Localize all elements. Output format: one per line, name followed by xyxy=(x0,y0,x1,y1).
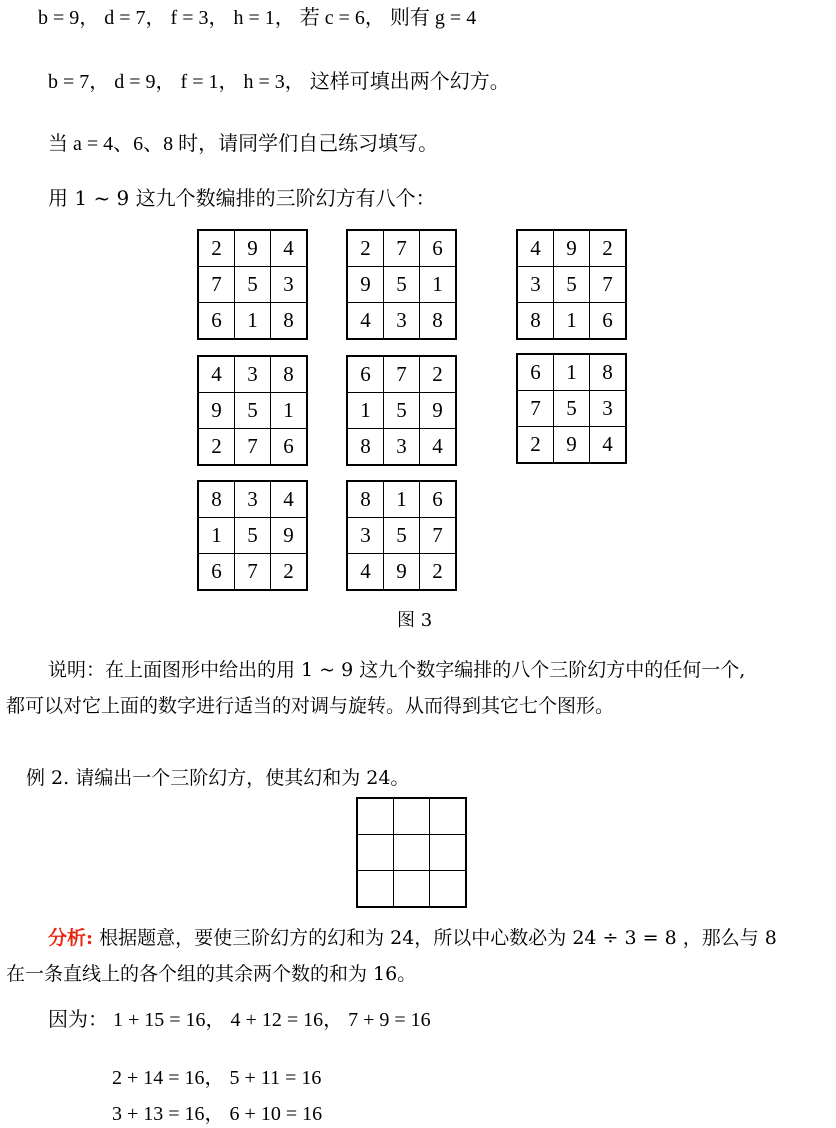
explanation-line-2: 都可以对它上面的数字进行适当的对调与旋转。从而得到其它七个图形。 xyxy=(6,695,615,717)
magic-square-2 xyxy=(346,229,457,340)
text-line-1: b = 9， d = 7， f = 3， h = 1， 若 c = 6， 则有 g = 4 xyxy=(38,7,477,29)
magic-square-3 xyxy=(516,229,627,340)
cell: 8 xyxy=(517,303,554,340)
cell: 2 xyxy=(420,356,457,393)
cell: 6 xyxy=(198,303,235,340)
cell: 2 xyxy=(198,429,235,466)
text-line-2: b = 7， d = 9， f = 1， h = 3， 这样可填出两个幻方。 xyxy=(48,71,510,93)
cell: 7 xyxy=(420,518,457,554)
cell: 8 xyxy=(590,354,627,391)
text-line-3: 当 a = 4、6、8 时，请同学们自己练习填写。 xyxy=(48,133,439,155)
cell: 6 xyxy=(198,554,235,591)
cell: 5 xyxy=(235,267,271,303)
cell: 2 xyxy=(198,230,235,267)
equation-row-1 xyxy=(48,1006,431,1034)
cell: 6 xyxy=(420,230,457,267)
cell: 1 xyxy=(384,481,420,518)
cell: 4 xyxy=(347,303,384,340)
cell: 1 xyxy=(271,393,308,429)
cell: 7 xyxy=(384,230,420,267)
magic-square-4 xyxy=(197,355,308,466)
cell: 3 xyxy=(517,267,554,303)
cell: 5 xyxy=(554,391,590,427)
magic-square-1 xyxy=(197,229,308,340)
text-line-4: 用 1 ~ 9 这九个数编排的三阶幻方有八个： xyxy=(48,186,436,210)
empty-cell xyxy=(357,871,394,908)
analysis-label: 分析: xyxy=(48,927,94,949)
cell: 1 xyxy=(347,393,384,429)
cell: 3 xyxy=(384,429,420,466)
cell: 8 xyxy=(420,303,457,340)
cell: 9 xyxy=(271,518,308,554)
cell: 9 xyxy=(347,267,384,303)
analysis-line-1 xyxy=(48,924,777,952)
cell: 5 xyxy=(554,267,590,303)
cell: 4 xyxy=(420,429,457,466)
cell: 8 xyxy=(198,481,235,518)
magic-square-7 xyxy=(197,480,308,591)
cell: 2 xyxy=(347,230,384,267)
empty-cell xyxy=(430,798,467,835)
example-heading: 例 2. 请编出一个三阶幻方，使其幻和为 24。 xyxy=(26,767,410,789)
cell: 4 xyxy=(517,230,554,267)
cell: 6 xyxy=(517,354,554,391)
cell: 9 xyxy=(198,393,235,429)
analysis-line-2: 在一条直线上的各个组的其余两个数的和为 16。 xyxy=(6,963,417,985)
cell: 8 xyxy=(347,429,384,466)
cell: 3 xyxy=(235,356,271,393)
cell: 7 xyxy=(590,267,627,303)
cell: 4 xyxy=(198,356,235,393)
magic-square-8 xyxy=(346,480,457,591)
equation-row-2: 2 + 14 = 16， 5 + 11 = 16 xyxy=(112,1067,322,1089)
empty-cell xyxy=(430,835,467,871)
cell: 4 xyxy=(271,230,308,267)
analysis-text-1: 根据题意，要使三阶幻方的幻和为 24，所以中心数必为 24 ÷ 3 = 8 ，那么与 8 xyxy=(99,927,777,949)
cell: 5 xyxy=(235,393,271,429)
because-label: 因为： xyxy=(48,1009,108,1031)
cell: 1 xyxy=(554,303,590,340)
cell: 7 xyxy=(384,356,420,393)
cell: 4 xyxy=(271,481,308,518)
equations-1: 1 + 15 = 16， 4 + 12 = 16， 7 + 9 = 16 xyxy=(113,1009,431,1031)
cell: 3 xyxy=(271,267,308,303)
cell: 9 xyxy=(420,393,457,429)
explanation-line-1: 说明：在上面图形中给出的用 1 ~ 9 这九个数字编排的八个三阶幻方中的任何一个, xyxy=(48,659,746,681)
magic-square-5 xyxy=(346,355,457,466)
empty-magic-square xyxy=(356,797,467,908)
cell: 5 xyxy=(384,393,420,429)
cell: 2 xyxy=(420,554,457,591)
cell: 9 xyxy=(235,230,271,267)
cell: 5 xyxy=(384,518,420,554)
cell: 9 xyxy=(554,230,590,267)
cell: 9 xyxy=(554,427,590,464)
cell: 1 xyxy=(554,354,590,391)
cell: 4 xyxy=(590,427,627,464)
cell: 6 xyxy=(347,356,384,393)
cell: 7 xyxy=(235,554,271,591)
cell: 2 xyxy=(590,230,627,267)
cell: 7 xyxy=(198,267,235,303)
empty-cell xyxy=(394,835,430,871)
cell: 6 xyxy=(420,481,457,518)
cell: 7 xyxy=(517,391,554,427)
cell: 2 xyxy=(517,427,554,464)
cell: 3 xyxy=(590,391,627,427)
empty-cell xyxy=(430,871,467,908)
cell: 2 xyxy=(271,554,308,591)
cell: 9 xyxy=(384,554,420,591)
magic-square-6 xyxy=(516,353,627,464)
cell: 1 xyxy=(198,518,235,554)
figure-caption: 图 3 xyxy=(397,610,433,631)
empty-cell xyxy=(357,835,394,871)
cell: 6 xyxy=(590,303,627,340)
empty-cell xyxy=(394,871,430,908)
cell: 8 xyxy=(271,356,308,393)
cell: 3 xyxy=(384,303,420,340)
cell: 1 xyxy=(235,303,271,340)
cell: 8 xyxy=(347,481,384,518)
cell: 5 xyxy=(235,518,271,554)
empty-cell xyxy=(357,798,394,835)
cell: 7 xyxy=(235,429,271,466)
cell: 3 xyxy=(235,481,271,518)
empty-cell xyxy=(394,798,430,835)
cell: 5 xyxy=(384,267,420,303)
cell: 1 xyxy=(420,267,457,303)
cell: 6 xyxy=(271,429,308,466)
equation-row-3: 3 + 13 = 16， 6 + 10 = 16 xyxy=(112,1103,323,1125)
cell: 8 xyxy=(271,303,308,340)
cell: 3 xyxy=(347,518,384,554)
cell: 4 xyxy=(347,554,384,591)
